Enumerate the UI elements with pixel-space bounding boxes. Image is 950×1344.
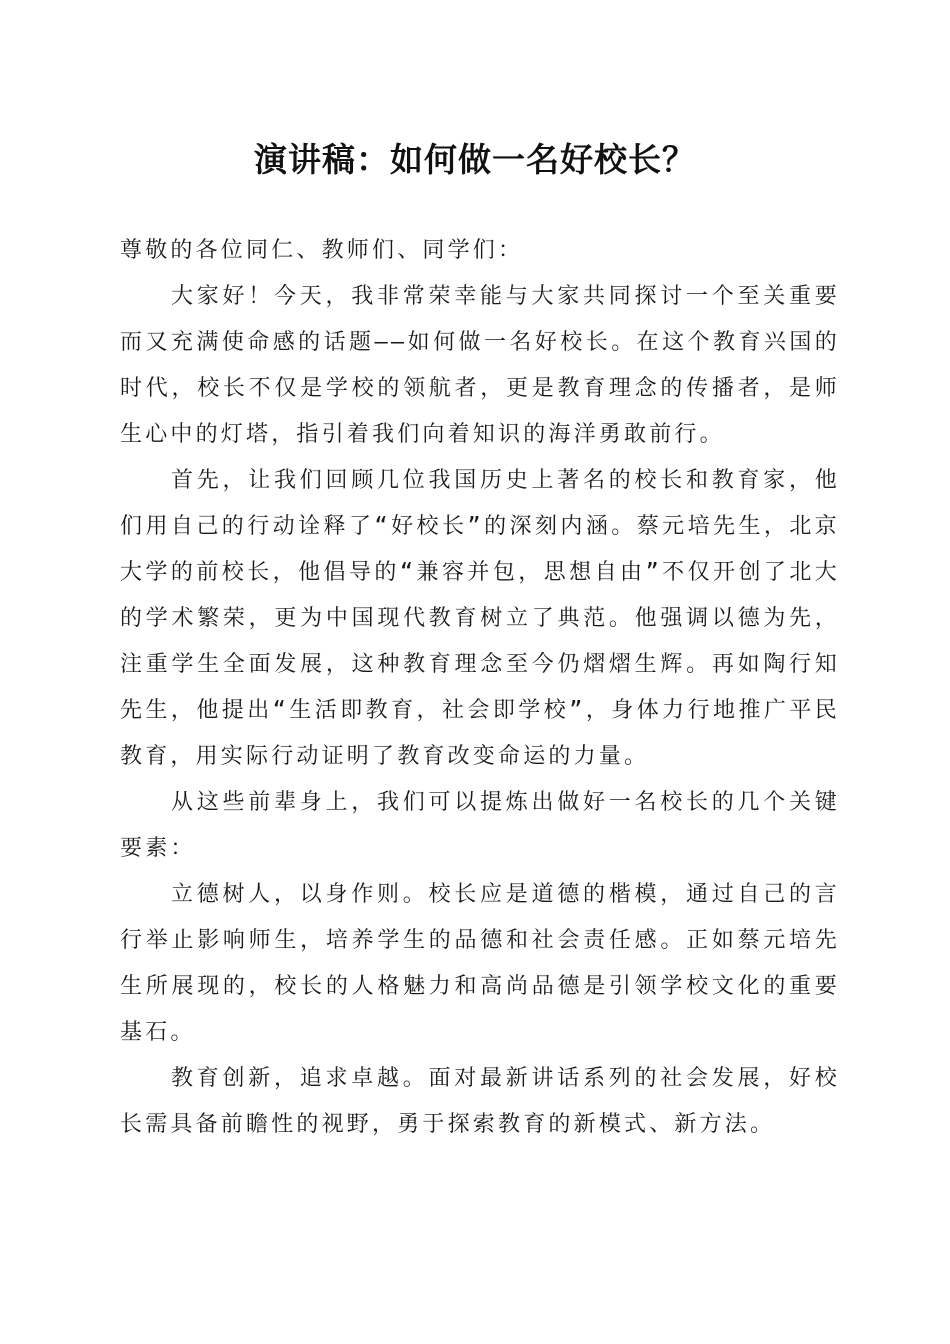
paragraph-innovation: 教育创新，追求卓越。面对最新讲话系列的社会发展，好校长需具备前瞻性的视野，勇于探索教育的新模式、新方法。 xyxy=(120,1066,840,1137)
document-body xyxy=(120,228,840,1148)
paragraph-greeting: 大家好！今天，我非常荣幸能与大家共同探讨一个至关重要而又充满使命感的话题——如何做一名好校长。在这个教育兴国的时代，校长不仅是学校的领航者，更是教育理念的传播者，是师生心中的灯塔，指引着我们向着知识的海洋勇敢前行。 xyxy=(120,284,840,447)
document-title: 演讲稿：如何做一名好校长？ xyxy=(254,140,696,179)
paragraph-history: 首先，让我们回顾几位我国历史上著名的校长和教育家，他们用自己的行动诠释了“好校长”的深刻内涵。蔡元培先生，北京大学的前校长，他倡导的“兼容并包，思想自由”不仅开创了北大的学术繁荣，更为中国现代教育树立了典范。他强调以德为先，注重学生全面发展，这种教育理念至今仍熠熠生辉。再如陶行知先生，他提出“生活即教育，社会即学校”，身体力行地推广平民教育，用实际行动证明了教育改变命运的力量。 xyxy=(120,468,840,769)
paragraph-key-elements: 从这些前辈身上，我们可以提炼出做好一名校长的几个关键要素： xyxy=(120,790,840,861)
salutation: 尊敬的各位同仁、教师们、同学们： xyxy=(120,238,524,263)
paragraph-moral-leadership: 立德树人，以身作则。校长应是道德的楷模，通过自己的言行举止影响师生，培养学生的品德和社会责任感。正如蔡元培先生所展现的，校长的人格魅力和高尚品德是引领学校文化的重要基石。 xyxy=(120,882,840,1045)
